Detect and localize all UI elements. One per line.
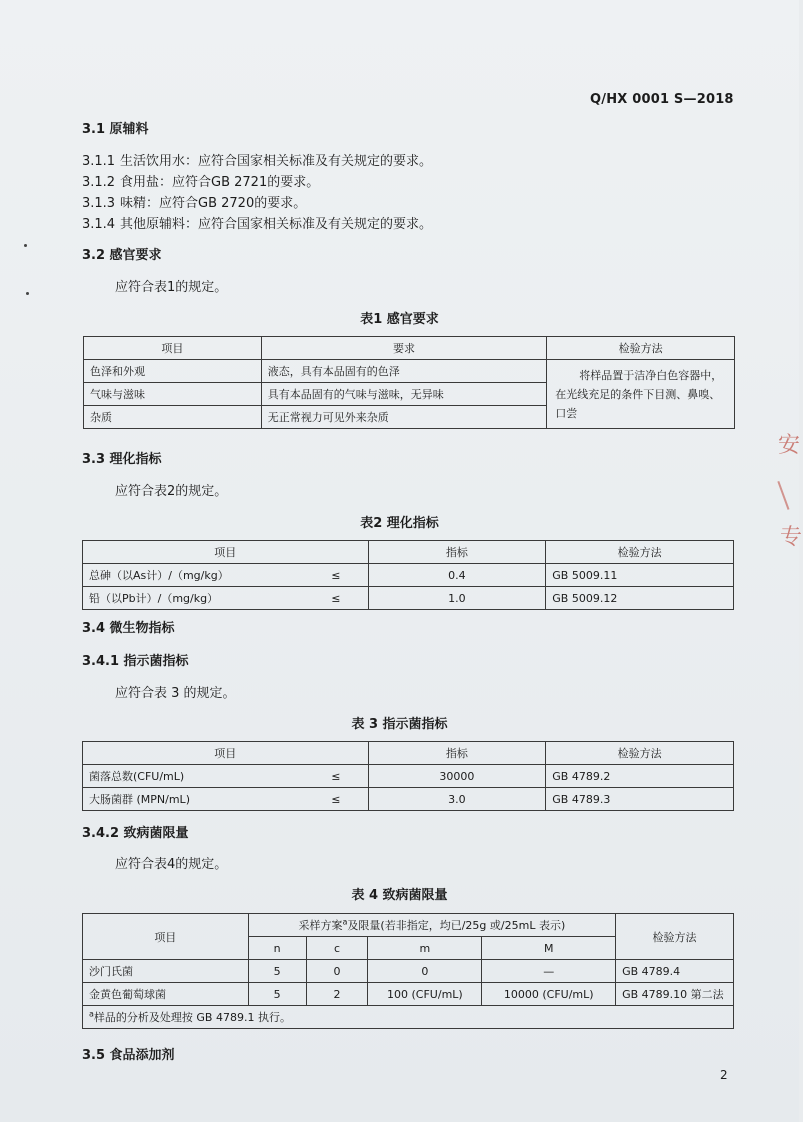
scan-speck: [24, 244, 27, 247]
clause-text: 食用盐：应符合GB 2721的要求。: [120, 175, 320, 190]
clause-text: 其他原辅料：应符合国家相关标准及有关规定的要求。: [120, 217, 433, 232]
table-header-row: [83, 914, 734, 937]
clause-3-1-3: [82, 192, 306, 211]
cell-m: 0: [368, 960, 482, 983]
cell-operator: ≤: [304, 587, 368, 610]
cell-item: 菌落总数(CFU/mL): [83, 765, 305, 788]
cell-requirement: 液态，具有本品固有的色泽: [261, 360, 547, 383]
table-row: [83, 960, 734, 983]
section-3-4-1-text: 应符合表 3 的规定。: [115, 686, 236, 701]
cell-method: GB 4789.2: [546, 765, 734, 788]
clause-text: 味精：应符合GB 2720的要求。: [120, 196, 307, 211]
header-n: n: [248, 937, 306, 960]
cell-item: 金黄色葡萄球菌: [83, 983, 249, 1006]
header-m: m: [368, 937, 482, 960]
header-item: 项目: [83, 541, 369, 564]
cell-value: 3.0: [368, 788, 546, 811]
header-plan-detail: 及限量(若非指定，均已/25g 或/25mL 表示): [347, 919, 566, 932]
cell-method: GB 4789.3: [546, 788, 734, 811]
table-4-caption: 表 4 致病菌限量: [351, 888, 448, 903]
cell-c: 2: [306, 983, 368, 1006]
section-3-4-1-title: 3.4.1 指示菌指标: [82, 654, 189, 669]
cell-operator: ≤: [304, 765, 368, 788]
table-1-caption: 表1 感官要求: [360, 312, 439, 327]
table-4-pathogen-limits: [82, 913, 734, 1029]
cell-item: 铅（以Pb计）/（mg/kg）: [83, 587, 305, 610]
table-row: [83, 983, 734, 1006]
cell-n: 5: [248, 960, 306, 983]
cell-item: 沙门氏菌: [83, 960, 249, 983]
clause-number: 3.1.1: [82, 154, 116, 169]
header-method: 检验方法: [546, 742, 734, 765]
cell-operator: ≤: [304, 788, 368, 811]
table-row: [83, 765, 734, 788]
table-2-caption: 表2 理化指标: [360, 516, 439, 531]
clause-number: 3.1.3: [82, 196, 116, 211]
cell-method: GB 4789.4: [616, 960, 734, 983]
clause-3-1-1: [82, 150, 432, 169]
scan-speck: [26, 292, 29, 295]
cell-value: 30000: [368, 765, 546, 788]
cell-c: 0: [306, 960, 368, 983]
footnote-marker: a: [89, 1009, 94, 1019]
table-3-indicator-bacteria: [82, 741, 734, 811]
cell-requirement: 具有本品固有的气味与滋味，无异味: [261, 383, 547, 406]
clause-3-1-4: [82, 213, 432, 232]
header-sampling-plan: [248, 914, 615, 937]
header-method: 检验方法: [546, 541, 734, 564]
table-row: [83, 788, 734, 811]
cell-n: 5: [248, 983, 306, 1006]
header-method: 检验方法: [547, 337, 735, 360]
cell-item: 气味与滋味: [84, 383, 262, 406]
section-3-2-title: 3.2 感官要求: [82, 248, 162, 263]
header-c: c: [306, 937, 368, 960]
header-index: 指标: [368, 541, 546, 564]
clause-text: 生活饮用水：应符合国家相关标准及有关规定的要求。: [120, 154, 433, 169]
cell-method: GB 5009.12: [546, 587, 734, 610]
cell-M: 10000 (CFU/mL): [482, 983, 616, 1006]
table-header-row: [84, 337, 735, 360]
section-3-3-text: 应符合表2的规定。: [115, 484, 228, 499]
cell-method: GB 5009.11: [546, 564, 734, 587]
section-3-1-title: 3.1 原辅料: [82, 122, 149, 137]
cell-value: 1.0: [368, 587, 546, 610]
section-3-3-title: 3.3 理化指标: [82, 452, 162, 467]
header-item: 项目: [83, 742, 369, 765]
header-method: 检验方法: [616, 914, 734, 960]
stamp-fragment: 专: [780, 525, 803, 550]
table-row: [83, 564, 734, 587]
clause-number: 3.1.2: [82, 175, 116, 190]
table-row: [84, 360, 735, 383]
table-header-row: [83, 541, 734, 564]
table-1-sensory: [83, 336, 735, 429]
standard-code: Q/HX 0001 S—2018: [590, 92, 734, 107]
cell-operator: ≤: [304, 564, 368, 587]
cell-value: 0.4: [368, 564, 546, 587]
table-2-physicochemical: [82, 540, 734, 610]
table-header-row: [83, 742, 734, 765]
cell-item: 杂质: [84, 406, 262, 429]
section-3-4-2-title: 3.4.2 致病菌限量: [82, 826, 189, 841]
cell-item: 色泽和外观: [84, 360, 262, 383]
header-M: M: [482, 937, 616, 960]
stamp-stroke: [777, 476, 802, 510]
section-3-5-title: 3.5 食品添加剂: [82, 1048, 175, 1063]
page-number: 2: [720, 1068, 728, 1082]
clause-number: 3.1.4: [82, 217, 116, 232]
cell-method: GB 4789.10 第二法: [616, 983, 734, 1006]
section-3-4-2-text: 应符合表4的规定。: [115, 857, 228, 872]
footnote-text: 样品的分析及处理按 GB 4789.1 执行。: [93, 1011, 291, 1024]
table-footnote-row: [83, 1006, 734, 1029]
table-footnote: [83, 1006, 734, 1029]
header-plan-label: 采样方案: [298, 919, 343, 932]
section-3-2-text: 应符合表1的规定。: [115, 280, 228, 295]
footnote-marker: a: [342, 917, 348, 927]
header-index: 指标: [368, 742, 546, 765]
cell-M: —: [482, 960, 616, 983]
cell-requirement: 无正常视力可见外来杂质: [261, 406, 547, 429]
table-row: [83, 587, 734, 610]
header-item: 项目: [84, 337, 262, 360]
cell-item: 总砷（以As计）/（mg/kg）: [83, 564, 305, 587]
clause-3-1-2: [82, 171, 319, 190]
header-item: 项目: [83, 914, 249, 960]
table-3-caption: 表 3 指示菌指标: [351, 717, 448, 732]
section-3-4-title: 3.4 微生物指标: [82, 621, 175, 636]
stamp-fragment: 安: [778, 433, 801, 458]
cell-method: 将样品置于洁净白色容器中，在光线充足的条件下目测、鼻嗅、口尝: [547, 360, 735, 429]
cell-item: 大肠菌群 (MPN/mL): [83, 788, 305, 811]
cell-m: 100 (CFU/mL): [368, 983, 482, 1006]
header-requirement: 要求: [261, 337, 547, 360]
